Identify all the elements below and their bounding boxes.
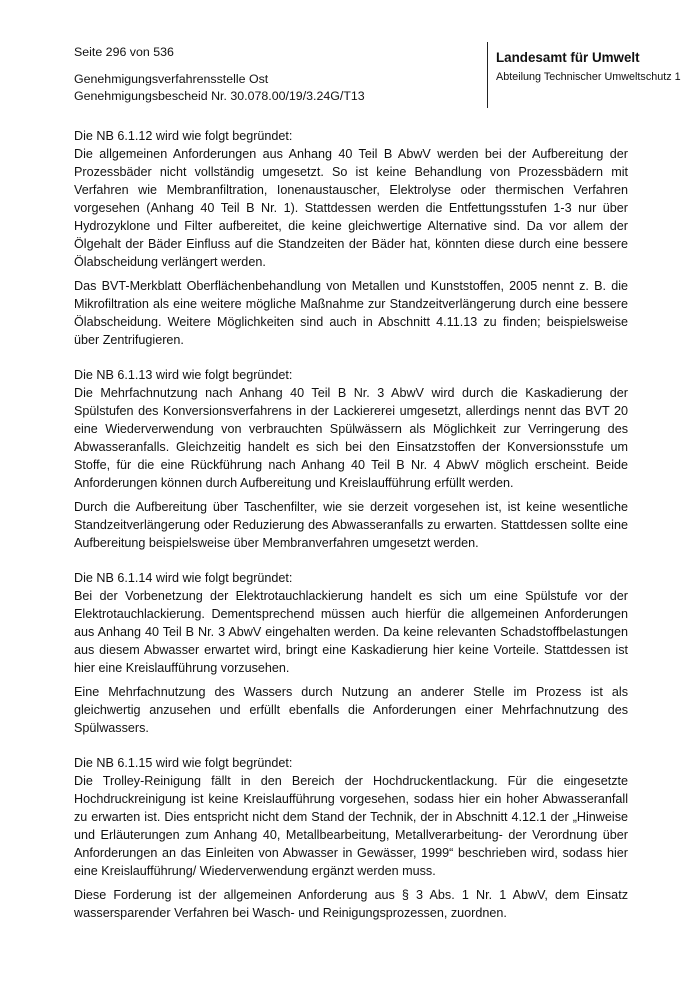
paragraph: Eine Mehrfachnutzung des Wassers durch Nutzung an anderer Stelle im Prozess ist als gleichwertig anzusehen und erfüllt ebenfalls die Anforderungen einer Mehrfachnutzung des Spülwassers. — [74, 685, 628, 735]
header-left — [74, 44, 464, 105]
decision-number: Genehmigungsbescheid Nr. 30.078.00/19/3.24G/T13 — [74, 89, 365, 103]
section-heading: Die NB 6.1.12 wird wie folgt begründet: — [74, 129, 293, 143]
page-number: Seite 296 von 536 — [74, 45, 174, 59]
paragraph: Die Mehrfachnutzung nach Anhang 40 Teil B Nr. 3 AbwV wird durch die Kaskadierung der Spülstufen des Konversionsverfahrens in der Lackiererei umgesetzt, allerdings nennt das BVT 20 eine Wiederverwendung von verbrauchten Spülwässern als Möglichkeit zur Verringerung des Abwasseranfalls. Gleichzeitig handelt es sich bei den Einsatzstoffen der Konversionsstufe um Stoffe, für die eine Rückführung nach Anhang 40 Teil B Nr. 4 AbwV möglich erscheint. Beide Anforderungen können durch Aufbereitung und Kreislaufführung erfüllt werden. — [74, 386, 628, 490]
paragraph: Das BVT-Merkblatt Oberflächenbehandlung von Metallen und Kunststoffen, 2005 nennt z. B. die Mikrofiltration als eine weitere mögliche Maßnahme zur Standzeitverlängerung durch eine bessere Ölabscheidung. Weitere Möglichkeiten sind auch in Abschnitt 4.11.13 zu finden; beispielsweise über Zentrifugieren. — [74, 279, 628, 347]
organization-name: Landesamt für Umwelt — [496, 50, 640, 65]
paragraph: Die allgemeinen Anforderungen aus Anhang 40 Teil B AbwV werden bei der Aufbereitung der Prozessbäder nicht vollständig umgesetzt. So ist keine Behandlung von Prozessbädern mit Verfahren wie Membranfiltration, Ionenaustauscher, Elektrolyse oder thermischen Verfahren vorgesehen (Anhang 40 Teil B Nr. 1). Stattdessen werden die Entfettungsstufen 1-3 nur über Hydrozyklone und Filter aufbereitet, die keine gleichwertige Alternative sind. Da vor allem der Ölgehalt der Bäder Einfluss auf die Standzeiten der Bäder hat, könnten diese durch eine bessere Ölabscheidung verlängert werden. — [74, 147, 628, 269]
paragraph: Die Trolley-Reinigung fällt in den Bereich der Hochdruckentlackung. Für die eingesetzte Hochdruckreinigung ist keine Kreislaufführung vorgesehen, sodass hier ein hoher Abwasseranfall zu erwarten ist. Dies entspricht nicht dem Stand der Technik, der in Abschnitt 4.12.1 der „Hinweise und Erläuterungen zum Anhang 40, Metallbearbeitung, Metallverarbeitung- der Verordnung über Anforderungen an das Einleiten von Abwasser in Gewässer, 1999“ beschrieben wird, sodass hier eine Kreislaufführung/ Wiederverwendung ergänzt werden muss. — [74, 774, 628, 878]
office-name: Genehmigungsverfahrensstelle Ost — [74, 72, 269, 86]
section-heading: Die NB 6.1.14 wird wie folgt begründet: — [74, 571, 293, 585]
paragraph: Diese Forderung ist der allgemeinen Anforderung aus § 3 Abs. 1 Nr. 1 AbwV, dem Einsatz wassersparender Verfahren bei Wasch- und Reinigungsprozessen, zuordnen. — [74, 888, 628, 920]
department-name: Abteilung Technischer Umweltschutz 1 — [496, 71, 681, 83]
section-heading: Die NB 6.1.15 wird wie folgt begründet: — [74, 756, 293, 770]
document-body — [74, 127, 628, 922]
paragraph: Bei der Vorbenetzung der Elektrotauchlackierung handelt es sich um eine Spülstufe vor der Elektrotauchlackierung. Dementsprechend müssen auch hierfür die allgemeinen Anforderungen aus Anhang 40 Teil B Nr. 3 AbwV eingehalten werden. Da keine relevanten Schadstoffbelastungen aus diesem Abwasser erwartet wird, bringt eine Kaskadierung hier keine Vorteile. Stattdessen ist hier eine Kreislaufführung vorzusehen. — [74, 589, 628, 675]
header-right — [487, 42, 687, 108]
paragraph: Durch die Aufbereitung über Taschenfilter, wie sie derzeit vorgesehen ist, ist keine wesentliche Standzeitverlängerung oder Reduzierung des Abwasseranfalls zu erwarten. Stattdessen sollte eine Aufbereitung beispielsweise über Membranverfahren umgesetzt werden. — [74, 500, 628, 550]
section-heading: Die NB 6.1.13 wird wie folgt begründet: — [74, 368, 293, 382]
